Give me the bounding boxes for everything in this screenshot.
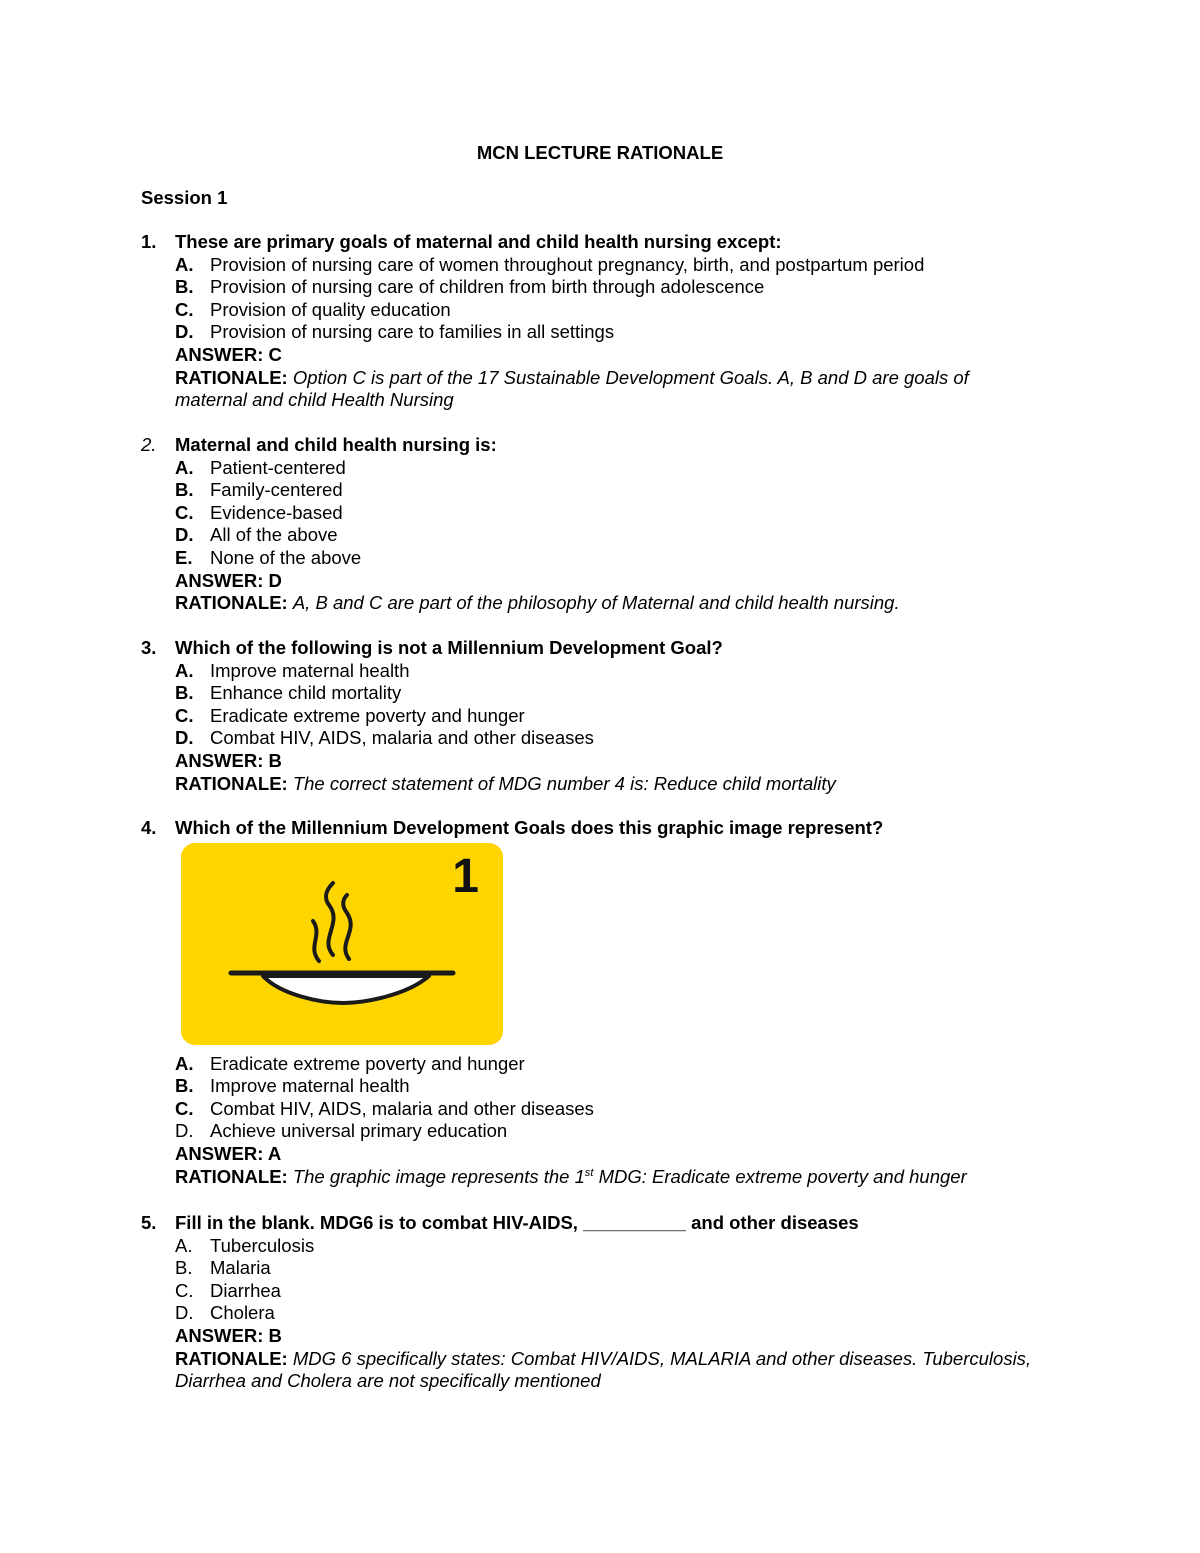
- option: B. Enhance child mortality: [175, 682, 402, 704]
- answer: ANSWER: B: [175, 1324, 282, 1346]
- rationale: RATIONALE: The graphic image represents the 1st MDG: Eradicate extreme poverty and hunger: [175, 1165, 967, 1187]
- page-title: MCN LECTURE RATIONALE: [476, 142, 724, 163]
- mdg-goal-image: [181, 843, 503, 1045]
- question-number: 2.: [141, 434, 157, 455]
- question-1: [141, 231, 1041, 412]
- question-3: [141, 637, 1041, 795]
- question-text: Fill in the blank. MDG6 is to combat HIV-AIDS, __________ and other diseases: [175, 1212, 859, 1233]
- option: D. Combat HIV, AIDS, malaria and other diseases: [175, 727, 594, 749]
- option: E. None of the above: [175, 546, 362, 568]
- rationale: RATIONALE: The correct statement of MDG number 4 is: Reduce child mortality: [175, 772, 836, 794]
- option: C. Provision of quality education: [175, 298, 451, 320]
- answer: ANSWER: D: [175, 569, 282, 591]
- mdg-goal-number: 1: [452, 849, 479, 903]
- question-2: [141, 434, 1041, 615]
- rationale: RATIONALE: A, B and C are part of the philosophy of Maternal and child health nursing.: [175, 592, 900, 614]
- option: A. Tuberculosis: [175, 1234, 315, 1256]
- option: C. Diarrhea: [175, 1279, 281, 1301]
- answer: ANSWER: C: [175, 343, 282, 365]
- question-text: Maternal and child health nursing is:: [175, 434, 497, 455]
- question-number: 4.: [141, 817, 157, 838]
- option: A. Provision of nursing care of women throughout pregnancy, birth, and postpartum period: [175, 253, 925, 275]
- option: A. Patient-centered: [175, 456, 346, 478]
- option: A. Eradicate extreme poverty and hunger: [175, 1052, 525, 1074]
- question-number: 3.: [141, 637, 157, 658]
- answer: ANSWER: A: [175, 1142, 282, 1164]
- question-number: 5.: [141, 1212, 157, 1233]
- session-heading: Session 1: [141, 187, 228, 208]
- question-4: [141, 817, 1041, 1188]
- rationale: RATIONALE: MDG 6 specifically states: Combat HIV/AIDS, MALARIA and other diseases. Tuberculosis, Diarrhea and Cholera are not specifically mentioned: [175, 1347, 1032, 1392]
- option: D. Cholera: [175, 1302, 275, 1324]
- option: A. Improve maternal health: [175, 659, 410, 681]
- option: C. Eradicate extreme poverty and hunger: [175, 704, 525, 726]
- option: D. All of the above: [175, 524, 338, 546]
- question-text: These are primary goals of maternal and child health nursing except:: [175, 231, 782, 252]
- option: B. Improve maternal health: [175, 1075, 410, 1097]
- question-5: [141, 1212, 1041, 1393]
- question-number: 1.: [141, 231, 157, 252]
- question-text: Which of the Millennium Development Goals does this graphic image represent?: [175, 817, 884, 838]
- option: B. Malaria: [175, 1257, 271, 1279]
- option: D. Achieve universal primary education: [175, 1120, 508, 1142]
- option: B. Provision of nursing care of children from birth through adolescence: [175, 276, 765, 298]
- option: C. Evidence-based: [175, 501, 343, 523]
- option: D. Provision of nursing care to families in all settings: [175, 321, 615, 343]
- option: B. Family-centered: [175, 479, 343, 501]
- question-text: Which of the following is not a Millennium Development Goal?: [175, 637, 723, 658]
- answer: ANSWER: B: [175, 749, 282, 771]
- rationale: RATIONALE: Option C is part of the 17 Sustainable Development Goals. A, B and D are goals of maternal and child Health Nursing: [175, 366, 969, 411]
- option: C. Combat HIV, AIDS, malaria and other diseases: [175, 1097, 594, 1119]
